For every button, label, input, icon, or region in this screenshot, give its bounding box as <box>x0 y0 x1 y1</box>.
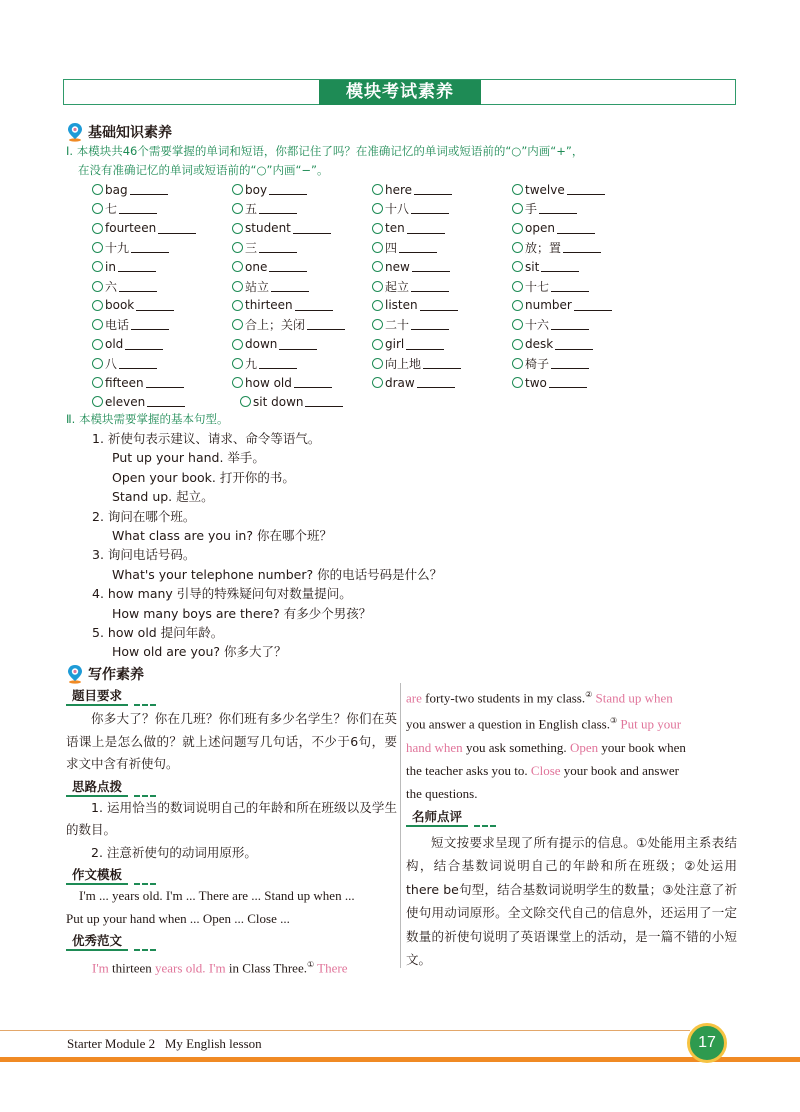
tips-label: 思路点拨 <box>66 777 128 797</box>
answer-blank[interactable] <box>574 300 612 311</box>
sentence-list <box>92 429 692 662</box>
sentence-rule: 4. how many 引导的特殊疑问句对数量提问。 <box>92 586 352 602</box>
vocab-word: two <box>525 375 547 390</box>
vocab-word: 向上地 <box>385 356 422 371</box>
mark-circle-icon[interactable] <box>372 261 383 272</box>
vocab-item <box>232 298 372 312</box>
vocab-word: listen <box>385 298 418 313</box>
vocab-row <box>92 276 652 295</box>
mark-circle-icon[interactable] <box>512 203 523 214</box>
vocab-word: old <box>105 337 124 352</box>
mark-circle-icon[interactable] <box>232 300 243 311</box>
vocab-word: 九 <box>245 356 258 371</box>
vocab-word: 十七 <box>525 279 550 294</box>
vocab-item <box>372 337 512 351</box>
vocab-item <box>92 298 232 312</box>
mark-circle-icon[interactable] <box>92 184 103 195</box>
mark-circle-icon[interactable] <box>372 339 383 350</box>
mark-circle-icon[interactable] <box>92 319 103 330</box>
vocab-row <box>92 315 652 334</box>
mark-circle-icon[interactable] <box>232 203 243 214</box>
mark-circle-icon[interactable] <box>92 358 103 369</box>
mark-circle-icon[interactable] <box>512 261 523 272</box>
vocab-item <box>372 221 512 235</box>
vocab-word: here <box>385 182 413 197</box>
mark-circle-icon[interactable] <box>372 281 383 292</box>
mark-circle-icon[interactable] <box>512 184 523 195</box>
vocab-word: open <box>525 221 555 236</box>
vocab-row <box>92 257 652 276</box>
vocab-item <box>512 221 652 235</box>
answer-blank[interactable] <box>130 184 168 195</box>
mark-circle-icon[interactable] <box>92 300 103 311</box>
answer-blank[interactable] <box>131 242 169 253</box>
mark-circle-icon[interactable] <box>372 300 383 311</box>
mark-circle-icon[interactable] <box>372 377 383 388</box>
instruction-line-2: 在没有准确记忆的单词或短语前的“○”内画“−”。 <box>78 163 329 177</box>
vocab-row <box>92 219 652 238</box>
answer-blank[interactable] <box>119 203 157 214</box>
vocab-word: 十六 <box>525 318 550 333</box>
vocab-item <box>512 239 652 256</box>
answer-blank[interactable] <box>539 203 577 214</box>
answer-blank[interactable] <box>420 300 458 311</box>
vocab-item <box>232 376 372 390</box>
vocab-row <box>92 392 652 411</box>
example-sentence: What class are you in? 你在哪个班？ <box>112 527 332 543</box>
vocab-word: 十九 <box>105 241 130 256</box>
vocab-row <box>92 354 652 373</box>
mark-circle-icon[interactable] <box>232 261 243 272</box>
sample-label: 优秀范文 <box>66 931 128 951</box>
mark-circle-icon[interactable] <box>232 281 243 292</box>
vocab-word: eleven <box>105 394 146 409</box>
mark-circle-icon[interactable] <box>372 184 383 195</box>
answer-blank[interactable] <box>305 396 343 407</box>
vocab-item <box>92 376 232 390</box>
answer-blank[interactable] <box>295 300 333 311</box>
tip-2: 2. 注意祈使句的动词用原形。 <box>91 844 257 860</box>
task-label: 题目要求 <box>66 686 128 706</box>
vocab-word: 三 <box>245 241 258 256</box>
vocab-word: draw <box>385 375 415 390</box>
vocab-word: thirteen <box>245 298 293 313</box>
answer-blank[interactable] <box>118 261 156 272</box>
template-line-1: I'm ... years old. I'm ... There are ... Stand up when ... <box>79 888 355 903</box>
vocab-item <box>92 221 232 235</box>
answer-blank[interactable] <box>563 242 601 253</box>
answer-blank[interactable] <box>414 184 452 195</box>
vocab-word: 二十 <box>385 318 410 333</box>
vocab-row <box>92 199 652 218</box>
footer-rule <box>0 1030 690 1031</box>
answer-blank[interactable] <box>555 339 593 350</box>
vocab-item <box>372 355 512 372</box>
template-label: 作文模板 <box>66 865 128 885</box>
vocab-word: desk <box>525 337 554 352</box>
answer-blank[interactable] <box>551 281 589 292</box>
vocab-word: fourteen <box>105 221 157 236</box>
answer-blank[interactable] <box>294 377 332 388</box>
vocab-word: student <box>245 221 291 236</box>
mark-circle-icon[interactable] <box>92 223 103 234</box>
answer-blank[interactable] <box>417 377 455 388</box>
mark-circle-icon[interactable] <box>512 339 523 350</box>
footer-lesson: My English lesson <box>164 1036 262 1051</box>
example-sentence: Stand up. 起立。 <box>112 489 214 505</box>
answer-blank[interactable] <box>136 300 174 311</box>
vocab-row <box>92 334 652 353</box>
mark-circle-icon[interactable] <box>512 281 523 292</box>
answer-blank[interactable] <box>411 319 449 330</box>
page-number: 17 <box>687 1023 727 1063</box>
mark-circle-icon[interactable] <box>372 242 383 253</box>
vocab-item <box>92 316 232 333</box>
vocab-item <box>92 260 232 274</box>
mark-circle-icon[interactable] <box>92 396 103 407</box>
vocab-item <box>372 376 512 390</box>
vocab-word: twelve <box>525 182 565 197</box>
mark-circle-icon[interactable] <box>92 339 103 350</box>
answer-blank[interactable] <box>551 358 589 369</box>
answer-blank[interactable] <box>158 223 196 234</box>
tip-1: 1. 运用恰当的数词说明自己的年龄和所在班级以及学生的数目。 <box>66 799 397 837</box>
vocab-item <box>232 316 372 333</box>
mark-circle-icon[interactable] <box>92 377 103 388</box>
mark-circle-icon[interactable] <box>92 203 103 214</box>
template-line-2: Put up your hand when ... Open ... Close ... <box>66 910 290 926</box>
vocab-row <box>92 373 652 392</box>
vocab-item <box>240 395 388 409</box>
column-divider <box>400 683 401 968</box>
mark-circle-icon[interactable] <box>372 319 383 330</box>
mark-circle-icon[interactable] <box>372 203 383 214</box>
vocab-item <box>232 221 372 235</box>
vocab-item <box>92 278 232 295</box>
vocab-word: 五 <box>245 202 258 217</box>
vocab-item <box>512 316 652 333</box>
vocab-row <box>92 180 652 199</box>
mark-circle-icon[interactable] <box>512 223 523 234</box>
instruction-line-1: Ⅰ. 本模块共46个需要掌握的单词和短语，你都记住了吗？在准确记忆的单词或短语前的“○”内画“+”， <box>66 144 584 158</box>
vocab-word: new <box>385 259 410 274</box>
vocab-word: how old <box>245 375 292 390</box>
vocab-item <box>92 355 232 372</box>
vocab-item <box>232 200 372 217</box>
vocab-word: number <box>525 298 572 313</box>
mark-circle-icon[interactable] <box>232 184 243 195</box>
vocab-word: down <box>245 337 278 352</box>
comment-text: 短文按要求呈现了所有提示的信息。①处能用主系表结构，结合基数词说明自己的年龄和所在班级；②处运用there be句型，结合基数词说明学生的数量；③处注意了祈使句用动词原形。全文除交代自己的信息外，还运用了一定数量的祈使句说明了英语课堂上的活动，是一篇不错的小短文。 <box>406 834 737 968</box>
answer-blank[interactable] <box>557 223 595 234</box>
mark-circle-icon[interactable] <box>232 223 243 234</box>
section-header-writing <box>66 663 144 685</box>
mark-circle-icon[interactable] <box>512 358 523 369</box>
vocab-item <box>232 239 372 256</box>
example-sentence: Open your book. 打开你的书。 <box>112 469 295 485</box>
answer-blank[interactable] <box>119 358 157 369</box>
vocab-word: sit <box>525 259 540 274</box>
vocab-word: 六 <box>105 279 118 294</box>
answer-blank[interactable] <box>147 396 185 407</box>
section-header-basics <box>66 121 172 143</box>
mark-circle-icon[interactable] <box>232 339 243 350</box>
answer-blank[interactable] <box>407 223 445 234</box>
answer-blank[interactable] <box>293 223 331 234</box>
vocab-item <box>232 260 372 274</box>
part2-title: Ⅱ. 本模块需要掌握的基本句型。 <box>66 412 229 426</box>
vocab-word: 合上；关闭 <box>245 318 306 333</box>
footer-module: Starter Module 2 <box>67 1036 156 1051</box>
answer-blank[interactable] <box>269 184 307 195</box>
vocab-item <box>372 239 512 256</box>
vocab-item <box>232 337 372 351</box>
answer-blank[interactable] <box>259 203 297 214</box>
answer-blank[interactable] <box>307 319 345 330</box>
vocab-item <box>512 278 652 295</box>
vocab-item <box>92 200 232 217</box>
mark-circle-icon[interactable] <box>232 377 243 388</box>
answer-blank[interactable] <box>567 184 605 195</box>
vocab-row <box>92 296 652 315</box>
vocab-word: fifteen <box>105 375 144 390</box>
mark-circle-icon[interactable] <box>92 261 103 272</box>
comment-label: 名师点评 <box>406 807 468 827</box>
vocab-item <box>512 298 652 312</box>
section-title: 基础知识素养 <box>88 125 172 141</box>
mark-circle-icon[interactable] <box>372 358 383 369</box>
sentence-rule: 3. 询问电话号码。 <box>92 547 196 563</box>
vocab-word: 八 <box>105 356 118 371</box>
vocab-item <box>372 278 512 295</box>
mark-circle-icon[interactable] <box>232 358 243 369</box>
vocab-item <box>512 376 652 390</box>
vocab-word: 手 <box>525 202 538 217</box>
footer-caption <box>67 1036 262 1052</box>
page-title: 模块考试素养 <box>319 80 481 105</box>
vocab-item <box>372 316 512 333</box>
answer-blank[interactable] <box>259 242 297 253</box>
task-text: 你多大了？你在几班？你们班有多少名学生？你们在英语课上是怎么做的？就上述问题写几句话，不少于6句，要求文中含有祈使句。 <box>66 711 397 771</box>
vocab-item <box>372 183 512 197</box>
vocab-item <box>372 260 512 274</box>
vocab-item <box>372 298 512 312</box>
vocab-item <box>512 337 652 351</box>
vocab-word: 四 <box>385 241 398 256</box>
vocab-item <box>512 260 652 274</box>
example-sentence: How many boys are there? 有多少个男孩？ <box>112 605 372 621</box>
mark-circle-icon[interactable] <box>240 396 251 407</box>
answer-blank[interactable] <box>131 319 169 330</box>
answer-blank[interactable] <box>549 377 587 388</box>
location-pin-icon <box>66 122 84 142</box>
mark-circle-icon[interactable] <box>232 319 243 330</box>
vocab-word: 起立 <box>385 279 410 294</box>
vocab-word: 椅子 <box>525 356 550 371</box>
vocab-item <box>232 355 372 372</box>
vocab-word: boy <box>245 182 268 197</box>
answer-blank[interactable] <box>279 339 317 350</box>
vocab-item <box>232 183 372 197</box>
answer-blank[interactable] <box>146 377 184 388</box>
mark-circle-icon[interactable] <box>512 377 523 388</box>
sentence-rule: 1. 祈使句表示建议、请求、命令等语气。 <box>92 431 321 446</box>
vocab-word: 站立 <box>245 279 270 294</box>
sentence-rule: 2. 询问在哪个班。 <box>92 508 196 524</box>
mark-circle-icon[interactable] <box>512 242 523 253</box>
mark-circle-icon[interactable] <box>92 281 103 292</box>
vocab-word: girl <box>385 337 405 352</box>
answer-blank[interactable] <box>411 281 449 292</box>
vocab-word: book <box>105 298 135 313</box>
vocab-item <box>92 337 232 351</box>
mark-circle-icon[interactable] <box>232 242 243 253</box>
section-title: 写作素养 <box>88 667 144 683</box>
vocab-word: bag <box>105 182 128 197</box>
vocab-item <box>512 200 652 217</box>
location-pin-icon <box>66 664 84 684</box>
sample-essay-continued: are forty-two students in my class.② Stand up when you answer a question in English class.③ Put up your hand when you ask something. Open your book when the teacher asks you to. Close your book and answer the questions. <box>406 690 686 801</box>
answer-blank[interactable] <box>399 242 437 253</box>
vocab-word: ten <box>385 221 405 236</box>
vocab-item <box>512 355 652 372</box>
example-sentence: Put up your hand. 举手。 <box>112 450 265 466</box>
answer-blank[interactable] <box>412 261 450 272</box>
answer-blank[interactable] <box>541 261 579 272</box>
vocab-item <box>512 183 652 197</box>
mark-circle-icon[interactable] <box>92 242 103 253</box>
vocab-row <box>92 238 652 257</box>
vocab-item <box>232 278 372 295</box>
mark-circle-icon[interactable] <box>512 300 523 311</box>
example-sentence: What's your telephone number? 你的电话号码是什么？ <box>112 566 443 582</box>
answer-blank[interactable] <box>269 261 307 272</box>
vocab-grid <box>92 180 652 412</box>
vocab-word: 十八 <box>385 202 410 217</box>
vocab-word: sit down <box>253 394 304 409</box>
mark-circle-icon[interactable] <box>372 223 383 234</box>
answer-blank[interactable] <box>551 319 589 330</box>
answer-blank[interactable] <box>271 281 309 292</box>
answer-blank[interactable] <box>119 281 157 292</box>
vocab-word: 七 <box>105 202 118 217</box>
answer-blank[interactable] <box>423 358 461 369</box>
mark-circle-icon[interactable] <box>512 319 523 330</box>
answer-blank[interactable] <box>411 203 449 214</box>
vocab-word: in <box>105 259 116 274</box>
vocab-item <box>92 395 240 409</box>
vocab-item <box>92 183 232 197</box>
answer-blank[interactable] <box>406 339 444 350</box>
example-sentence: How old are you? 你多大了？ <box>112 644 287 660</box>
answer-blank[interactable] <box>125 339 163 350</box>
answer-blank[interactable] <box>259 358 297 369</box>
vocab-item <box>92 239 232 256</box>
vocab-word: one <box>245 259 268 274</box>
footer-bar <box>0 1057 800 1062</box>
vocab-item <box>372 200 512 217</box>
sample-essay-start: I'm thirteen years old. I'm in Class Three.① There <box>92 960 348 976</box>
vocab-word: 放；置 <box>525 241 562 256</box>
vocab-word: 电话 <box>105 318 130 333</box>
sentence-rule: 5. how old 提问年龄。 <box>92 624 224 640</box>
writing-left-column <box>66 686 397 980</box>
writing-right-column <box>406 683 737 972</box>
